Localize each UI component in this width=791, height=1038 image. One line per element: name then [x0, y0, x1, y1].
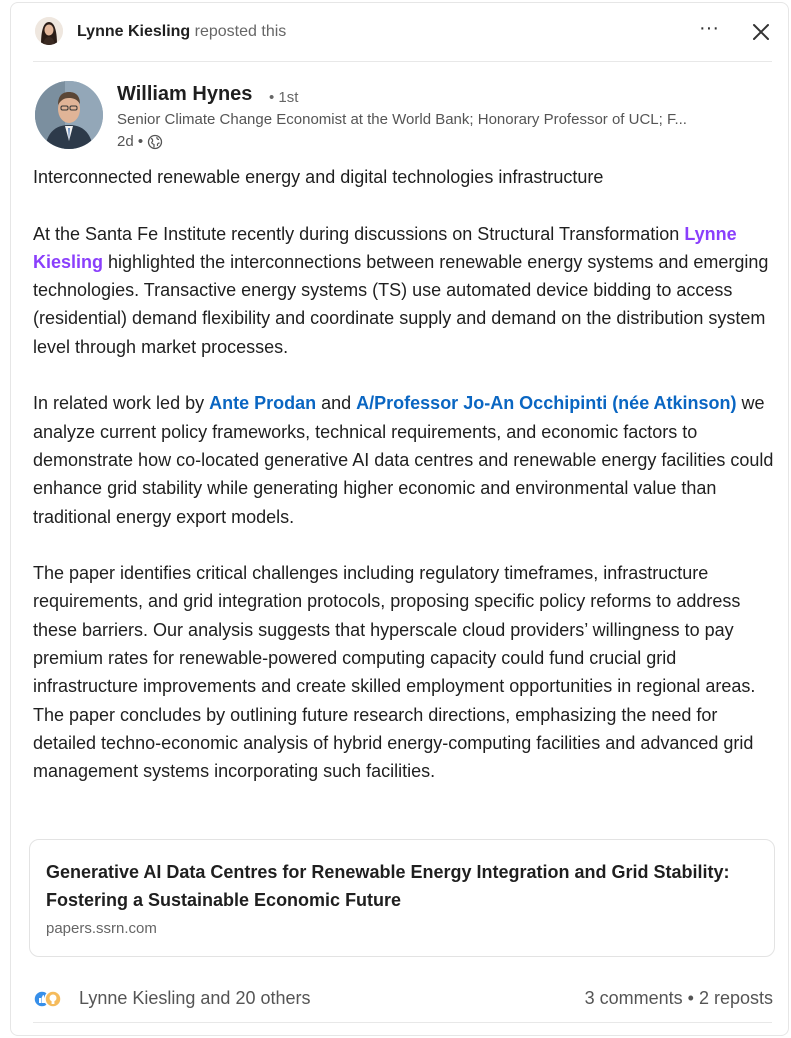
social-counts-bar: [33, 985, 773, 1013]
reaction-icons[interactable]: [33, 989, 73, 1009]
article-domain: papers.ssrn.com: [46, 920, 157, 937]
comments-count[interactable]: 3 comments: [584, 988, 683, 1008]
globe-icon: [147, 134, 163, 150]
repost-label: [77, 23, 286, 41]
post-paragraph: [33, 389, 783, 530]
author-headline: Senior Climate Change Economist at the World Bank; Honorary Professor of UCL; F...: [117, 111, 687, 128]
header-divider: [33, 61, 772, 62]
article-title[interactable]: Generative AI Data Centres for Renewable Energy Integration and Grid Stability: Fostering a Sustainable Economic Future: [46, 862, 730, 910]
reposts-count[interactable]: 2 reposts: [698, 988, 773, 1008]
more-options-button[interactable]: ···: [699, 17, 719, 39]
post-text: highlighted the interconnections between renewable energy systems and emerging technologies. Transactive energy systems (TS) use automated device bidding to access (residential) demand flexibility and coordinate supply and demand on the distribution system level through market processes.: [33, 251, 769, 357]
repost-suffix: reposted this: [194, 23, 287, 40]
post-text: In related work led by: [33, 393, 210, 414]
post-card: [10, 2, 789, 1036]
mention-lynne-kiesling[interactable]: Lynne Kiesling: [33, 223, 737, 272]
reactors-summary[interactable]: Lynne Kiesling and 20 others: [79, 988, 311, 1008]
close-icon: [749, 20, 773, 44]
post-paragraph: Interconnected renewable energy and digital technologies infrastructure: [33, 167, 604, 187]
close-button[interactable]: [749, 20, 773, 44]
insightful-reaction-icon: [45, 991, 61, 1007]
author-name[interactable]: William Hynes: [117, 83, 253, 105]
post-text: and: [316, 393, 357, 414]
mention-ante-prodan[interactable]: Ante Prodan: [209, 393, 317, 414]
counts-separator: •: [682, 988, 699, 1008]
mention-jo-an-occhipinti[interactable]: A/Professor Jo-An Occhipinti (née Atkinson): [356, 393, 737, 414]
post-time: 2d •: [117, 133, 144, 150]
engagement-counts: [585, 988, 773, 1009]
post-paragraph: The paper identifies critical challenges including regulatory timeframes, infrastructure requirements, and grid integration protocols, proposing specific policy reforms to address these barriers. Our analysis suggests that hyperscale cloud providers’ willingness to pay premium rates for renewable-powered computing capacity could fund crucial grid infrastructure improvements and create skilled employment opportunities in regional areas. The paper concludes by outlining future research directions, emphasizing the need for detailed techno-economic analysis of hybrid energy-computing facilities and advanced grid management systems incorporating such facilities.: [33, 563, 756, 782]
post-paragraph: [33, 220, 783, 361]
post-text: we analyze current policy frameworks, technical requirements, and economic factors to demonstrate how co-located generative AI data centres and renewable energy facilities could enhance grid stability while generating higher economic and environmental value than traditional energy export models.: [33, 393, 774, 527]
reposter-name[interactable]: Lynne Kiesling: [77, 23, 191, 40]
post-meta: [117, 133, 163, 150]
connection-degree: • 1st: [269, 89, 299, 106]
post-body: [33, 163, 783, 814]
repost-header: [11, 3, 790, 61]
reposter-avatar[interactable]: [35, 17, 63, 45]
footer-divider: [33, 1022, 772, 1023]
author-avatar[interactable]: [35, 81, 103, 149]
article-link-card[interactable]: [29, 839, 775, 957]
post-text: At the Santa Fe Institute recently during discussions on Structural Transformation: [33, 223, 685, 244]
